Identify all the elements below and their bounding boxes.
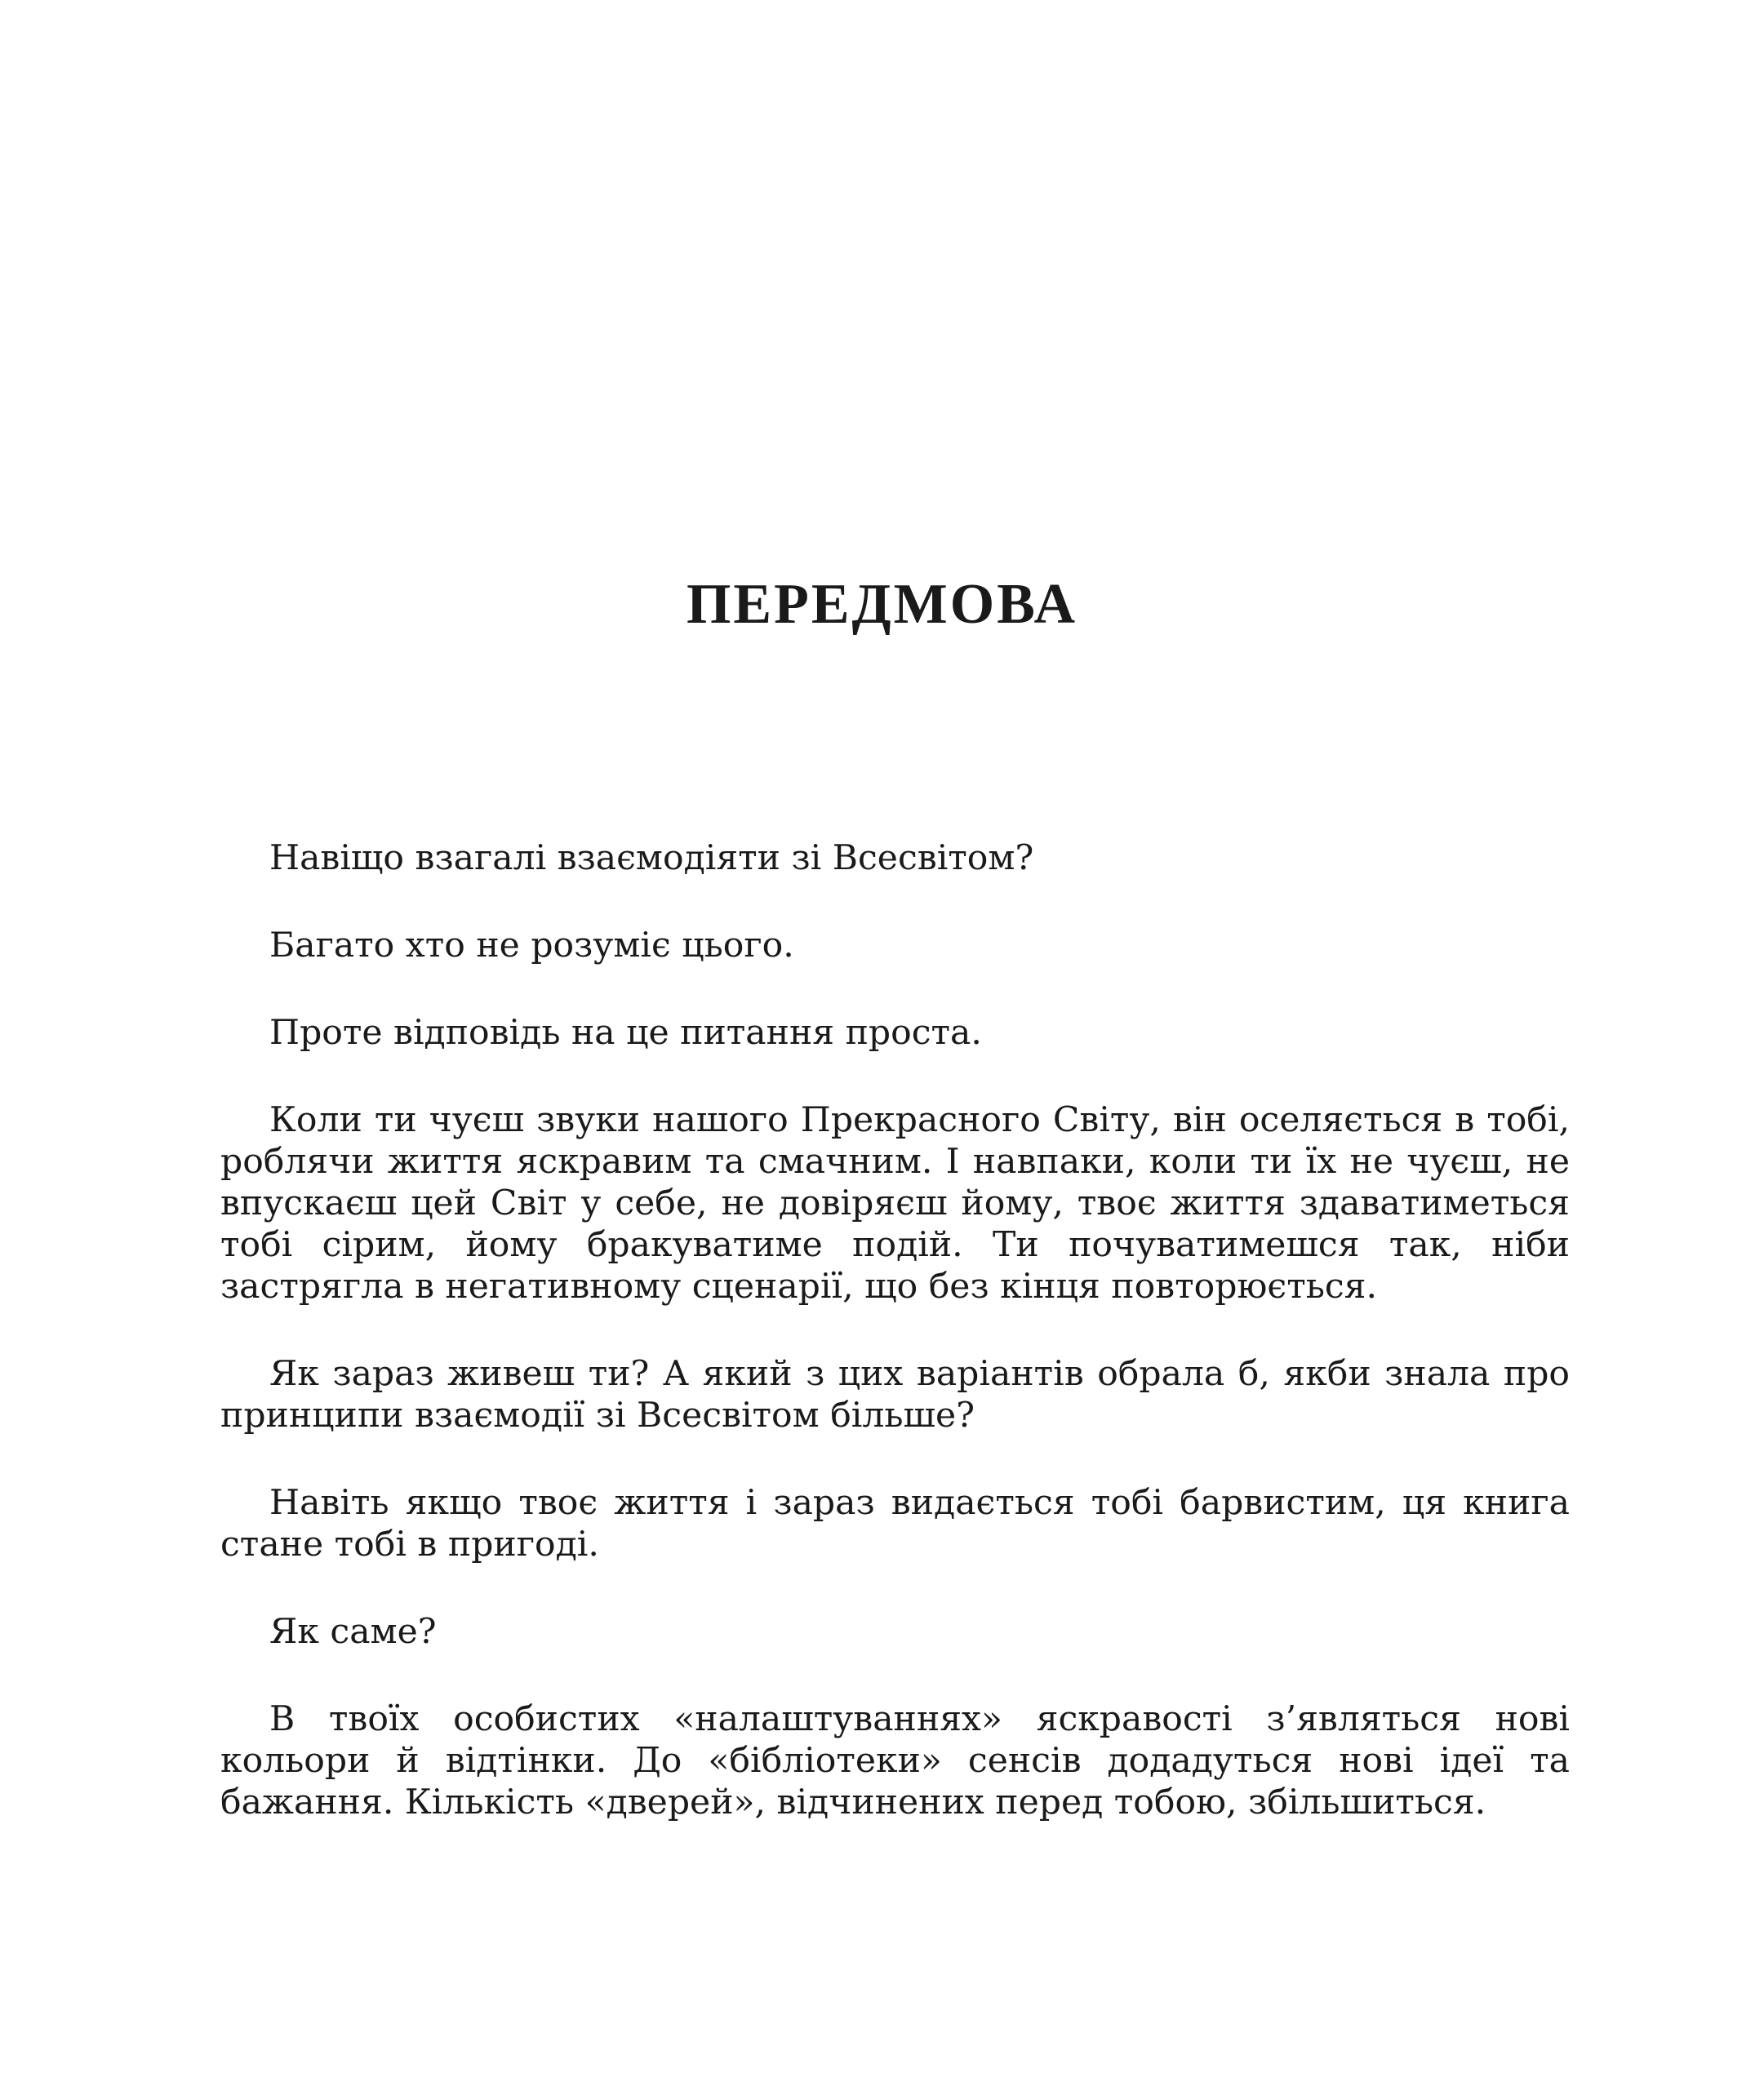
chapter-title: ПЕРЕДМОВА — [686, 573, 1078, 636]
paragraph: В твоїх особистих «налаштуваннях» яскравості з’являться нові кольори й відтінки. До «бібліотеки» сенсів додадуться нові ідеї та бажання. Кількість «дверей», відчинених перед тобою, збільшиться. — [220, 1699, 1570, 1822]
body-text — [220, 837, 1570, 1823]
paragraph: Навіть якщо твоє життя і зараз видається тобі барвистим, ця книга стане тобі в пригоді. — [220, 1483, 1570, 1565]
paragraph: Як зараз живеш ти? А який з цих варіантів обрала б, якби знала про принципи взаємодії зі Всесвітом більше? — [220, 1354, 1570, 1436]
paragraph: Проте відповідь на це питання проста. — [269, 1013, 982, 1053]
paragraph: Як саме? — [269, 1612, 437, 1652]
paragraph: Коли ти чуєш звуки нашого Прекрасного Світу, він оселяється в тобі, роблячи життя яскравим та смачним. І навпаки, коли ти їх не чуєш, не впускаєш цей Світ у себе, не довіряєш йому, твоє життя здаватиметься тобі сірим, йому бракуватиме подій. Ти почуватимешся так, ніби застрягла в негативному сценарії, що без кінця повторюється. — [220, 1100, 1570, 1307]
paragraph: Багато хто не розуміє цього. — [269, 926, 794, 966]
paragraph: Навіщо взагалі взаємодіяти зі Всесвітом? — [269, 838, 1034, 878]
